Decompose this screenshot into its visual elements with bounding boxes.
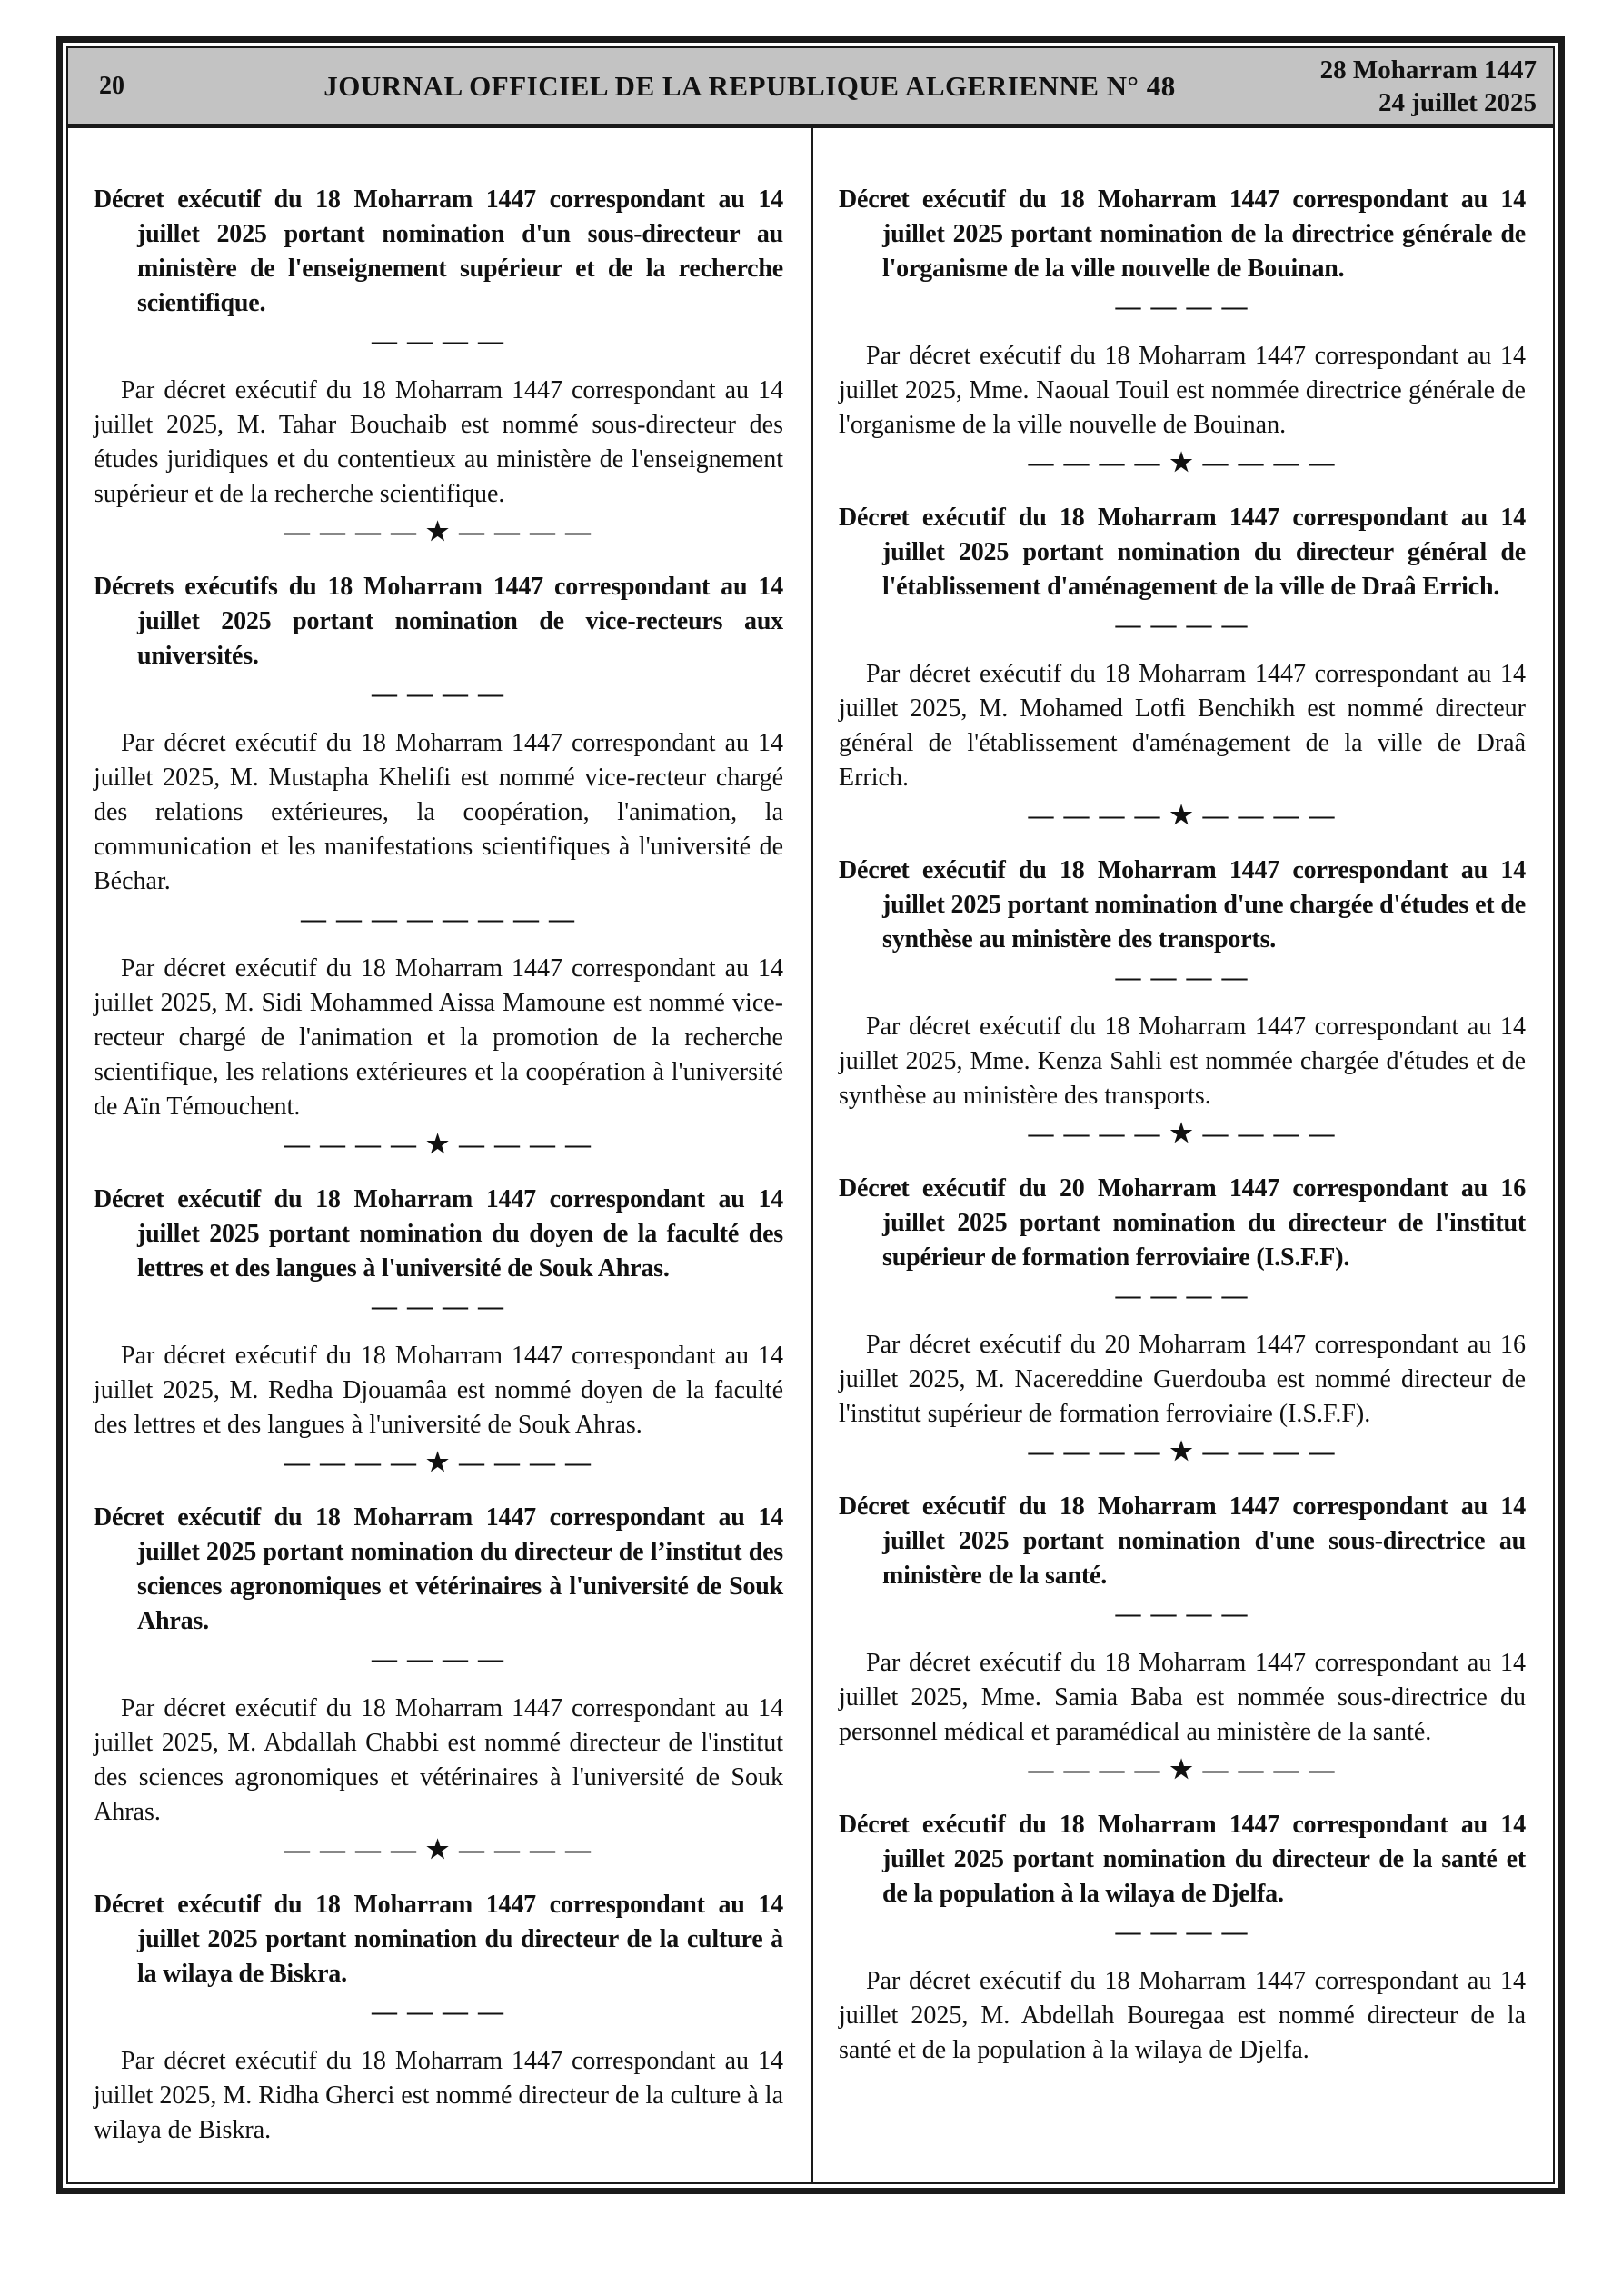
star-separator: — — — — ★ — — — — <box>284 518 593 546</box>
decree-heading: Décret exécutif du 18 Moharram 1447 correspondant au 14 juillet 2025 portant nomination du directeur de la culture à la wilaya de Biskra. <box>94 1891 783 1988</box>
page-inner-border <box>66 46 1555 2184</box>
decree-heading: Décret exécutif du 18 Moharram 1447 correspondant au 14 juillet 2025 portant nomination d'une sous-directrice au ministère de la santé. <box>839 1492 1526 1590</box>
decree-paragraph: Par décret exécutif du 18 Moharram 1447 correspondant au 14 juillet 2025, M. Mustapha Khelifi est nommé vice-recteur chargé des relations extérieures, la coopération, l'animation, la communication et les manifestations scientifiques à l'université de Béchar. <box>94 729 783 895</box>
decree-section <box>94 1183 783 1481</box>
decree-section <box>839 1490 1526 1788</box>
page-header <box>68 48 1553 128</box>
decree-paragraph: Par décret exécutif du 20 Moharram 1447 correspondant au 16 juillet 2025, M. Nacereddine Guerdouba est nommé directeur de l'institut supérieur de formation ferroviaire (I.S.F.F). <box>839 1331 1526 1428</box>
page-body <box>68 128 1553 2182</box>
decree-paragraph: Par décret exécutif du 18 Moharram 1447 correspondant au 14 juillet 2025, Mme. Kenza Sahli est nommée chargée d'études et de synthèse au ministère des transports. <box>839 1013 1526 1110</box>
decree-heading: Décret exécutif du 18 Moharram 1447 correspondant au 14 juillet 2025 portant nomination du directeur général de l'établissement d'aménagement de la ville de Draâ Errich. <box>839 504 1526 601</box>
decree-section <box>94 1888 783 2148</box>
decree-heading: Décrets exécutifs du 18 Moharram 1447 correspondant au 14 juillet 2025 portant nomination de vice-recteurs aux universités. <box>94 573 783 670</box>
decree-heading: Décret exécutif du 18 Moharram 1447 correspondant au 14 juillet 2025 portant nomination du directeur de la santé et de la population à la wilaya de Djelfa. <box>839 1811 1526 1908</box>
decree-section <box>839 1808 1526 2068</box>
dash-separator: — — — — <box>1115 1282 1249 1310</box>
dash-separator: — — — — <box>1115 1918 1249 1946</box>
dash-separator: — — — — <box>372 1998 505 2026</box>
decree-heading: Décret exécutif du 18 Moharram 1447 correspondant au 14 juillet 2025 portant nomination d'une chargée d'études et de synthèse au ministère des transports. <box>839 856 1526 953</box>
decree-paragraph: Par décret exécutif du 18 Moharram 1447 correspondant au 14 juillet 2025, Mme. Samia Baba est nommée sous-directrice du personnel médical et paramédical au ministère de la santé. <box>839 1649 1526 1746</box>
right-column <box>811 128 1553 2182</box>
decree-paragraph: Par décret exécutif du 18 Moharram 1447 correspondant au 14 juillet 2025, M. Abdellah Bouregaa est nommé directeur de la santé et de la population à la wilaya de Djelfa. <box>839 1967 1526 2064</box>
page-frame <box>56 36 1565 2194</box>
star-separator: — — — — ★ — — — — <box>284 1836 593 1864</box>
decree-heading: Décret exécutif du 20 Moharram 1447 correspondant au 16 juillet 2025 portant nomination du directeur de l'institut supérieur de formation ferroviaire (I.S.F.F). <box>839 1174 1526 1272</box>
page-number: 20 <box>99 71 124 100</box>
dash-separator: — — — — <box>372 327 505 355</box>
decree-section <box>839 183 1526 481</box>
decree-heading: Décret exécutif du 18 Moharram 1447 correspondant au 14 juillet 2025 portant nomination du directeur de l’institut des sciences agronomiques et vétérinaires à l'université de Souk Ahras. <box>94 1503 783 1635</box>
decree-section <box>94 183 783 550</box>
dash-separator: — — — — <box>1115 963 1249 992</box>
decree-section <box>839 1172 1526 1470</box>
dash-separator: — — — — <box>372 680 505 708</box>
date-gregorian: 24 juillet 2025 <box>1378 87 1537 117</box>
decree-heading: Décret exécutif du 18 Moharram 1447 correspondant au 14 juillet 2025 portant nomination de la directrice générale de l'organisme de la ville nouvelle de Bouinan. <box>839 185 1526 283</box>
star-separator: — — — — ★ — — — — <box>284 1131 593 1159</box>
journal-title: JOURNAL OFFICIEL DE LA REPUBLIQUE ALGERIENNE N° 48 <box>323 69 1176 102</box>
star-separator: — — — — ★ — — — — <box>1028 1120 1337 1148</box>
star-separator: — — — — ★ — — — — <box>1028 1756 1337 1784</box>
dash-separator: — — — — <box>1115 1600 1249 1628</box>
decree-paragraph: Par décret exécutif du 18 Moharram 1447 correspondant au 14 juillet 2025, M. Tahar Bouchaib est nommé sous-directeur des études juridiques et du contentieux au ministère de l'enseignement supérieur et de la recherche scientifique. <box>94 376 783 508</box>
dash-separator: — — — — <box>372 1645 505 1673</box>
dash-separator: — — — — <box>1115 611 1249 639</box>
decree-heading: Décret exécutif du 18 Moharram 1447 correspondant au 14 juillet 2025 portant nomination du doyen de la faculté des lettres et des langues à l'université de Souk Ahras. <box>94 1185 783 1283</box>
star-separator: — — — — ★ — — — — <box>1028 1438 1337 1466</box>
left-column <box>68 128 811 2182</box>
long-dash-separator: — — — — — — — — <box>301 905 576 933</box>
decree-section <box>839 501 1526 834</box>
decree-paragraph: Par décret exécutif du 18 Moharram 1447 correspondant au 14 juillet 2025, Mme. Naoual Touil est nommée directrice générale de l'organisme de la ville nouvelle de Bouinan. <box>839 342 1526 439</box>
decree-paragraph: Par décret exécutif du 18 Moharram 1447 correspondant au 14 juillet 2025, M. Ridha Gherci est nommé directeur de la culture à la wilaya de Biskra. <box>94 2047 783 2144</box>
dash-separator: — — — — <box>1115 293 1249 321</box>
decree-heading: Décret exécutif du 18 Moharram 1447 correspondant au 14 juillet 2025 portant nomination d'un sous-directeur au ministère de l'enseignement supérieur et de la recherche scientifique. <box>94 185 783 317</box>
date-hijri: 28 Moharram 1447 <box>1319 55 1537 85</box>
dash-separator: — — — — <box>372 1293 505 1321</box>
decree-paragraph: Par décret exécutif du 18 Moharram 1447 correspondant au 14 juillet 2025, M. Abdallah Chabbi est nommé directeur de l'institut des sciences agronomiques et vétérinaires à l'université de Souk Ahras. <box>94 1694 783 1826</box>
decree-section <box>94 1501 783 1868</box>
header-dates <box>1291 54 1537 119</box>
star-separator: — — — — ★ — — — — <box>284 1449 593 1477</box>
decree-paragraph: Par décret exécutif du 18 Moharram 1447 correspondant au 14 juillet 2025, M. Sidi Mohammed Aissa Mamoune est nommé vice-recteur chargé de l'animation et la promotion de la recherche scientifique, les relations extérieures et la coopération à l'université de Aïn Témouchent. <box>94 954 783 1121</box>
decree-section <box>839 854 1526 1152</box>
decree-paragraph: Par décret exécutif du 18 Moharram 1447 correspondant au 14 juillet 2025, M. Mohamed Lotfi Benchikh est nommé directeur général de l'établissement d'aménagement de la ville de Draâ Errich. <box>839 660 1526 792</box>
decree-paragraph: Par décret exécutif du 18 Moharram 1447 correspondant au 14 juillet 2025, M. Redha Djouamâa est nommé doyen de la faculté des lettres et des langues à l'université de Souk Ahras. <box>94 1342 783 1439</box>
star-separator: — — — — ★ — — — — <box>1028 802 1337 830</box>
decree-section <box>94 570 783 1163</box>
star-separator: — — — — ★ — — — — <box>1028 449 1337 477</box>
